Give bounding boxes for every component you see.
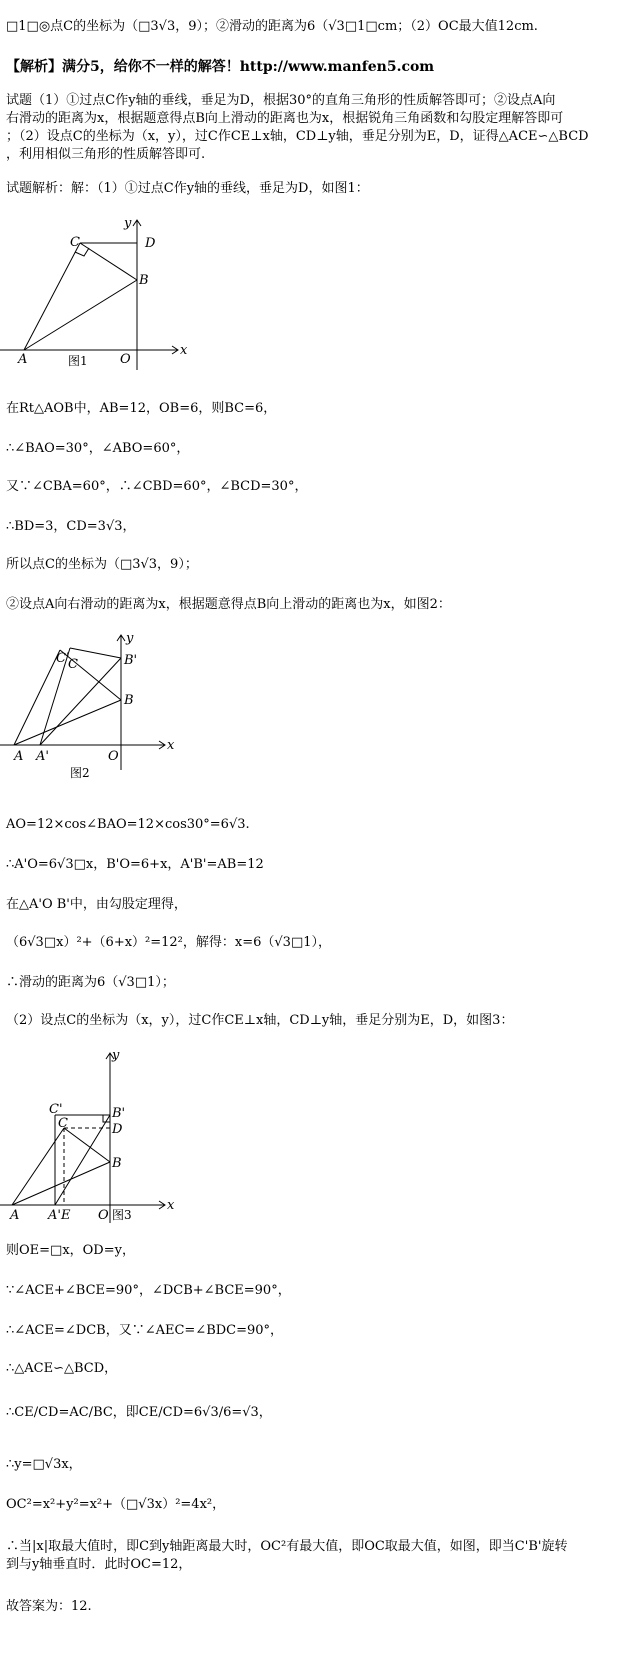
- fig3-label-D: D: [112, 1122, 123, 1137]
- fig3-label-O: O: [98, 1208, 109, 1223]
- fig1-label-A: A: [18, 352, 28, 367]
- step-20: ∴当|x|取最大值时，即C到y轴距离最大时，OC²有最大值，即OC取最大值，如图，即当C'B'旋转: [6, 1539, 568, 1554]
- fig3-label-B: B: [112, 1156, 122, 1171]
- step-16: ∴△ACE∽△BCD，: [6, 1361, 118, 1376]
- analysis-line-2: 右滑动的距离为x，根据题意得点B向上滑动的距离也为x，根据锐角三角函数和勾股定理解答即可: [6, 111, 564, 126]
- fig3-label-A1E: A'E: [48, 1208, 71, 1223]
- step-17: ∴CE/CD=AC/BC，即CE/CD=6√3/6=√3，: [6, 1405, 272, 1420]
- fig1-label-O: O: [120, 352, 131, 367]
- answer-line: □1□◎点C的坐标为（□3√3，9）；②滑动的距离为6（√3□1□cm；（2）OC最大值12cm.: [6, 19, 538, 34]
- analysis-line-1: 试题（1）①过点C作y轴的垂线，垂足为D，根据30°的直角三角形的性质解答即可；②设点A向: [6, 93, 556, 108]
- fig2-label-O: O: [108, 749, 119, 764]
- step-19: OC²=x²+y²=x²+（□√3x）²=4x²，: [6, 1497, 226, 1512]
- fig3-label-C1: C': [49, 1102, 63, 1117]
- fig2-label-A1: A': [36, 749, 49, 764]
- fig1-label-B: B: [139, 273, 149, 288]
- fig3-label-C: C: [58, 1116, 68, 1131]
- final-answer: 故答案为：12.: [6, 1599, 92, 1614]
- step-18: ∴y=□√3x，: [6, 1457, 82, 1472]
- figure-1: [0, 215, 200, 375]
- step-7: AO=12×cos∠BAO=12×cos30°=6√3.: [6, 817, 250, 832]
- figure-3: [0, 1045, 180, 1225]
- fig1-label-C: C: [70, 235, 80, 250]
- step-2: ∴∠BAO=30°，∠ABO=60°，: [6, 441, 190, 456]
- step-9: 在△A'O B'中，由勾股定理得，: [6, 897, 187, 912]
- fig2-label-B: B: [124, 693, 134, 708]
- step-13: 则OE=□x，OD=y，: [6, 1243, 135, 1258]
- fig1-caption: 图1: [68, 354, 88, 368]
- step-14: ∵∠ACE+∠BCE=90°，∠DCB+∠BCE=90°，: [6, 1283, 291, 1298]
- fig3-label-A: A: [10, 1208, 20, 1223]
- step-11: ∴滑动的距离为6（√3□1）；: [6, 975, 175, 990]
- fig1-label-y: y: [124, 216, 132, 231]
- step-1: 在Rt△AOB中，AB=12，OB=6，则BC=6，: [6, 401, 277, 416]
- step-6: ②设点A向右滑动的距离为x，根据题意得点B向上滑动的距离也为x，如图2：: [6, 597, 451, 612]
- step-4: ∴BD=3，CD=3√3，: [6, 519, 136, 534]
- fig2-label-B1: B': [124, 653, 138, 668]
- step-8: ∴A'O=6√3□x，B'O=6+x，A'B'=AB=12: [6, 857, 264, 872]
- analysis-line-3: ；（2）设点C的坐标为（x，y），过C作CE⊥x轴，CD⊥y轴，垂足分别为E，D，证得△ACE∽△BCD: [6, 129, 589, 144]
- fig3-caption: 图3: [112, 1208, 132, 1222]
- step-12: （2）设点C的坐标为（x，y），过C作CE⊥x轴，CD⊥y轴，垂足分别为E，D，如图3：: [6, 1013, 514, 1028]
- fig3-label-y: y: [112, 1048, 120, 1063]
- step-5: 所以点C的坐标为（□3√3，9）；: [6, 557, 198, 572]
- fig2-caption: 图2: [70, 766, 90, 780]
- figure-2: [0, 630, 180, 780]
- analysis-title: 【解析】满分5，给你不一样的解答！http://www.manfen5.com: [6, 59, 435, 75]
- step-10: （6√3□x）²+（6+x）²=12²，解得：x=6（√3□1），: [6, 935, 332, 950]
- step-21: 到与y轴垂直时．此时OC=12，: [6, 1557, 192, 1572]
- fig3-label-B1: B': [112, 1106, 126, 1121]
- analysis-line-4: ，利用相似三角形的性质解答即可.: [6, 147, 206, 162]
- step-15: ∴∠ACE=∠DCB，又∵∠AEC=∠BDC=90°，: [6, 1323, 284, 1338]
- fig3-label-x: x: [167, 1198, 175, 1213]
- fig2-label-x: x: [167, 738, 175, 753]
- fig1-label-x: x: [180, 343, 188, 358]
- solution-intro: 试题解析：解：（1）①过点C作y轴的垂线，垂足为D，如图1：: [6, 181, 369, 196]
- fig1-label-D: D: [145, 236, 156, 251]
- fig2-label-A: A: [14, 749, 24, 764]
- step-3: 又∵∠CBA=60°，∴∠CBD=60°，∠BCD=30°，: [6, 479, 308, 494]
- fig2-label-C1: C': [56, 651, 70, 666]
- fig2-label-C: C: [68, 657, 78, 672]
- fig2-label-y: y: [126, 631, 134, 646]
